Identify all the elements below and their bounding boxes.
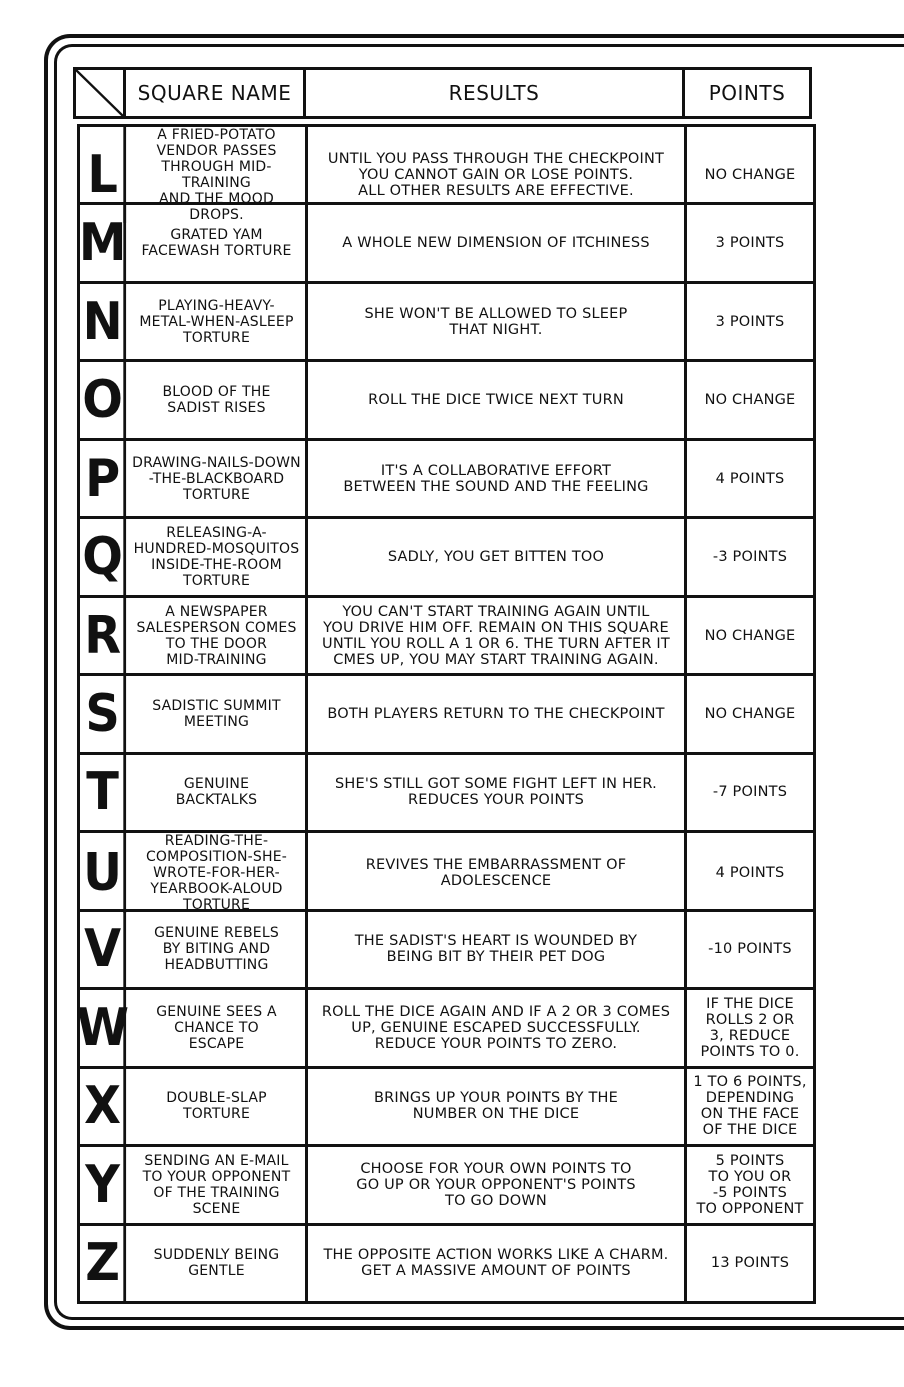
table-row — [80, 912, 813, 990]
table-row — [76, 990, 813, 1068]
square-points: -7 POINTS — [712, 784, 788, 801]
square-letter: M — [82, 205, 126, 280]
square-name: PLAYING-HEAVY- METAL-WHEN-ASLEEP TORTURE — [128, 284, 308, 359]
diagonal-line-icon — [76, 70, 123, 116]
square-name: SENDING AN E-MAIL TO YOUR OPPONENT OF THE TRAINING SCENE — [128, 1147, 308, 1222]
square-name: GENUINE SEES A CHANCE TO ESCAPE — [128, 990, 308, 1065]
square-result: CHOOSE FOR YOUR OWN POINTS TO GO UP OR YOUR OPPONENT'S POINTS TO GO DOWN — [308, 1147, 687, 1222]
square-name: READING-THE- COMPOSITION-SHE- WROTE-FOR-HER- YEARBOOK-ALOUD TORTURE — [128, 833, 308, 913]
square-name: GENUINE REBELS BY BITING AND HEADBUTTING — [128, 912, 308, 987]
square-result: A WHOLE NEW DIMENSION OF ITCHINESS — [308, 205, 687, 280]
square-letter: N — [82, 284, 126, 359]
square-letter: P — [82, 441, 126, 516]
header-corner-cell — [76, 70, 126, 116]
table-row — [80, 755, 813, 833]
table-row — [80, 205, 813, 283]
square-result: SHE'S STILL GOT SOME FIGHT LEFT IN HER. REDUCES YOUR POINTS — [308, 755, 687, 830]
header-points: POINTS — [708, 81, 786, 105]
square-result: UNTIL YOU PASS THROUGH THE CHECKPOINT YOU CANNOT GAIN OR LOSE POINTS. ALL OTHER RESULTS ARE EFFECTIVE. — [308, 127, 687, 223]
square-points: NO CHANGE — [704, 392, 796, 409]
square-name: SADISTIC SUMMIT MEETING — [128, 676, 308, 751]
square-result: BOTH PLAYERS RETURN TO THE CHECKPOINT — [308, 676, 687, 751]
square-letter: O — [82, 362, 126, 437]
square-name: DOUBLE-SLAP TORTURE — [128, 1069, 308, 1144]
table-row — [80, 676, 813, 754]
square-letter: W — [82, 990, 126, 1065]
square-name: GRATED YAM FACEWASH TORTURE — [128, 205, 308, 280]
table-row — [80, 362, 813, 440]
square-result: THE SADIST'S HEART IS WOUNDED BY BEING BIT BY THEIR PET DOG — [308, 912, 687, 987]
table-row — [80, 519, 813, 597]
square-result: ROLL THE DICE TWICE NEXT TURN — [308, 362, 687, 437]
square-points: NO CHANGE — [704, 167, 796, 183]
square-result: IT'S A COLLABORATIVE EFFORT BETWEEN THE SOUND AND THE FEELING — [308, 441, 687, 516]
square-letter: X — [82, 1069, 126, 1144]
square-name: RELEASING-A- HUNDRED-MOSQUITOS INSIDE-THE-ROOM TORTURE — [128, 519, 308, 594]
square-name: BLOOD OF THE SADIST RISES — [128, 362, 308, 437]
table-row — [80, 833, 813, 914]
square-points: IF THE DICE ROLLS 2 OR 3, REDUCE POINTS TO 0. — [700, 995, 800, 1060]
square-name: SUDDENLY BEING GENTLE — [128, 1226, 308, 1301]
header-results: RESULTS — [306, 70, 685, 116]
table-row — [80, 598, 813, 676]
square-name: DRAWING-NAILS-DOWN -THE-BLACKBOARD TORTURE — [128, 441, 308, 516]
square-letter: Q — [82, 519, 126, 594]
square-result: THE OPPOSITE ACTION WORKS LIKE A CHARM. GET A MASSIVE AMOUNT OF POINTS — [308, 1226, 687, 1301]
square-result: SHE WON'T BE ALLOWED TO SLEEP THAT NIGHT. — [308, 284, 687, 359]
table-row — [80, 284, 813, 362]
square-points: 4 POINTS — [715, 865, 785, 882]
square-letter: T — [82, 755, 126, 830]
square-letter: Y — [82, 1147, 126, 1222]
squares-table — [77, 124, 816, 1304]
square-result: YOU CAN'T START TRAINING AGAIN UNTIL YOU DRIVE HIM OFF. REMAIN ON THIS SQUARE UNTIL YOU ROLL A 1 OR 6. THE TURN AFTER IT CMES UP, YOU MAY START TRAINING AGAIN. — [308, 598, 687, 673]
square-result: ROLL THE DICE AGAIN AND IF A 2 OR 3 COMES UP, GENUINE ESCAPED SUCCESSFULLY. REDUCE YOUR POINTS TO ZERO. — [308, 990, 687, 1065]
square-points: 3 POINTS — [715, 235, 785, 252]
square-result: SADLY, YOU GET BITTEN TOO — [308, 519, 687, 594]
square-points: 4 POINTS — [715, 470, 785, 487]
square-letter: S — [82, 676, 126, 751]
square-result: BRINGS UP YOUR POINTS BY THE NUMBER ON THE DICE — [308, 1069, 687, 1144]
square-points: 5 POINTS TO YOU OR -5 POINTS TO OPPONENT — [696, 1152, 804, 1217]
square-letter: V — [82, 912, 126, 987]
square-points: -10 POINTS — [708, 941, 792, 958]
square-letter: U — [82, 833, 126, 913]
square-letter: R — [82, 598, 126, 673]
square-points: 1 TO 6 POINTS, DEPENDING ON THE FACE OF THE DICE — [693, 1074, 807, 1139]
table-row — [80, 1069, 813, 1147]
square-points: -3 POINTS — [712, 549, 788, 566]
table-row — [80, 1226, 813, 1301]
table-row — [80, 1147, 813, 1225]
square-result: REVIVES THE EMBARRASSMENT OF ADOLESCENCE — [308, 833, 687, 913]
square-points: NO CHANGE — [704, 706, 796, 723]
header-square-name: SQUARE NAME — [126, 70, 306, 116]
square-name: A NEWSPAPER SALESPERSON COMES TO THE DOOR MID-TRAINING — [128, 598, 308, 673]
square-name: A FRIED-POTATO VENDOR PASSES THROUGH MID-TRAINING AND THE MOOD DROPS. — [128, 127, 308, 223]
table-header — [73, 67, 812, 119]
square-letter: L — [82, 127, 126, 223]
square-points: 13 POINTS — [710, 1255, 790, 1272]
table-row — [80, 127, 813, 223]
square-points: NO CHANGE — [704, 627, 796, 644]
table-row — [80, 441, 813, 519]
square-points: 3 POINTS — [715, 313, 785, 330]
square-name: GENUINE BACKTALKS — [128, 755, 308, 830]
square-letter: Z — [82, 1226, 126, 1301]
